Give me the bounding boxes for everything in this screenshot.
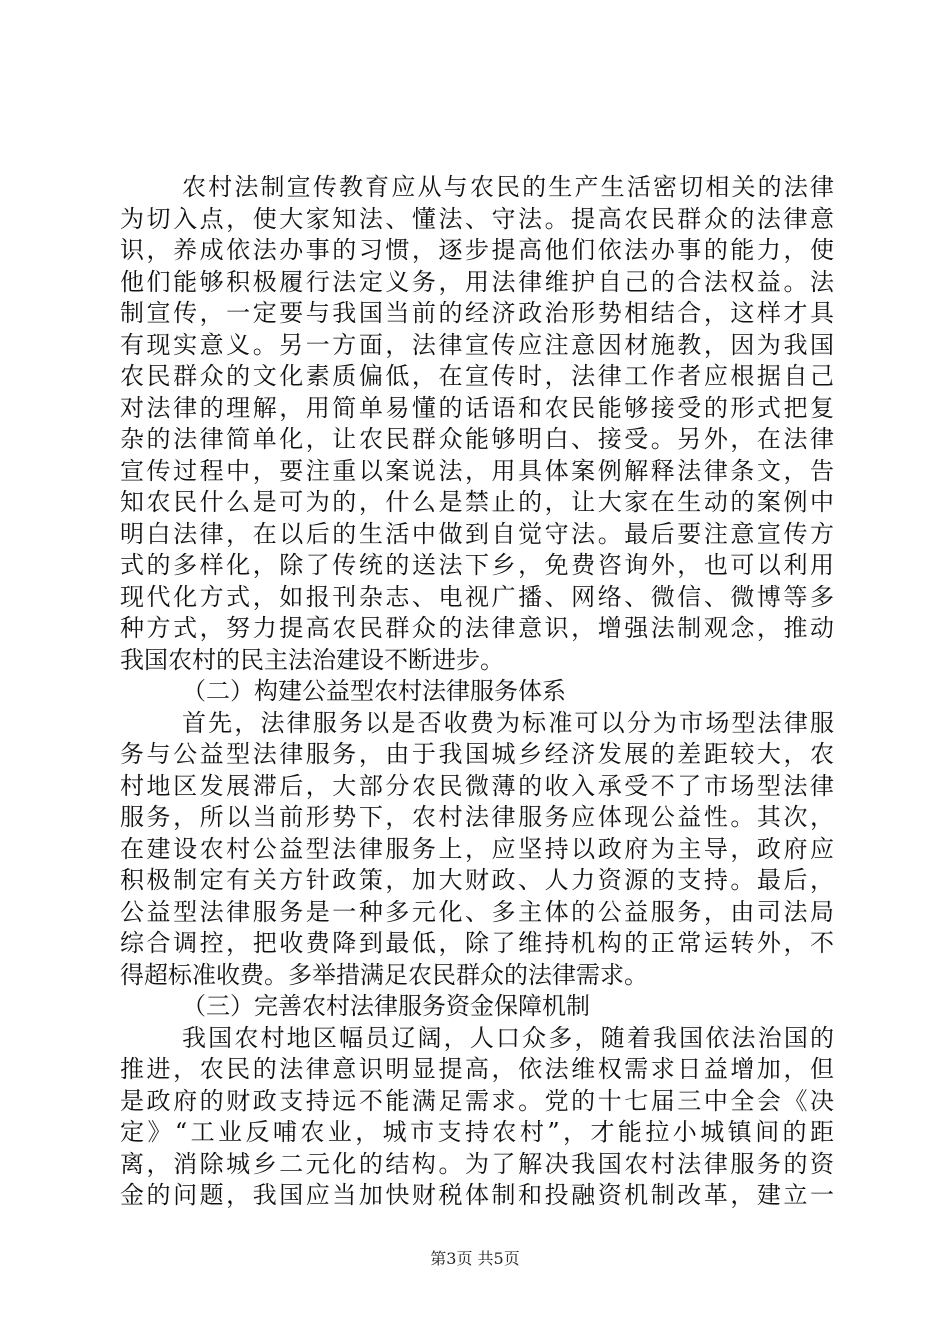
- text-line: 是政府的财政支持远不能满足需求。党的十七届三中全会《决: [120, 1086, 834, 1115]
- text-line: 明白法律，在以后的生活中做到自觉守法。最后要注意宣传方: [120, 519, 834, 548]
- text-line: 式的多样化，除了传统的送法下乡，免费咨询外，也可以利用: [120, 551, 834, 579]
- text-line: 金的问题，我国应当加快财税体制和投融资机制改革，建立一: [120, 1181, 834, 1209]
- text-line: 定》“工业反哺农业，城市支持农村”，才能拉小城镇间的距: [120, 1118, 834, 1146]
- text-line: 对法律的理解，用简单易懂的话语和农民能够接受的形式把复: [120, 393, 834, 422]
- text-line: 有现实意义。另一方面，法律宣传应注意因材施教，因为我国: [120, 330, 834, 359]
- text-line: 推进，农民的法律意识明显提高，依法维权需求日益增加，但: [120, 1055, 834, 1083]
- text-line: 在建设农村公益型法律服务上，应坚持以政府为主导，政府应: [120, 834, 834, 863]
- text-line: 得超标准收费。多举措满足农民群众的法律需求。: [120, 960, 648, 989]
- text-line: 他们能够积极履行法定义务，用法律维护自己的合法权益。法: [120, 267, 834, 296]
- text-line: （三）完善农村法律服务资金保障机制: [182, 992, 590, 1020]
- text-line: 积极制定有关方针政策，加大财政、人力资源的支持。最后，: [120, 866, 834, 894]
- document-body: [120, 172, 834, 1212]
- text-line: 现代化方式，如报刊杂志、电视广播、网络、微信、微博等多: [120, 582, 834, 611]
- text-line: 务与公益型法律服务，由于我国城乡经济发展的差距较大，农: [120, 740, 834, 768]
- text-line: 识，养成依法办事的习惯，逐步提高他们依法办事的能力，使: [120, 236, 834, 264]
- text-line: 制宣传，一定要与我国当前的经济政治形势相结合，这样才具: [120, 299, 834, 327]
- text-line: 宣传过程中，要注重以案说法，用具体案例解释法律条文，告: [120, 456, 834, 485]
- text-line: 我国农村的民主法治建设不断进步。: [120, 645, 504, 674]
- text-line: 农民群众的文化素质偏低，在宣传时，法律工作者应根据自己: [120, 362, 834, 390]
- text-line: （二）构建公益型农村法律服务体系: [182, 677, 566, 705]
- text-line: 杂的法律简单化，让农民群众能够明白、接受。另外，在法律: [120, 425, 834, 453]
- text-line: 知农民什么是可为的，什么是禁止的，让大家在生动的案例中: [120, 488, 834, 516]
- text-line: 公益型法律服务是一种多元化、多主体的公益服务，由司法局: [120, 897, 834, 926]
- text-line: 村地区发展滞后，大部分农民微薄的收入承受不了市场型法律: [120, 771, 834, 800]
- text-line: 为切入点，使大家知法、懂法、守法。提高农民群众的法律意: [120, 204, 834, 233]
- text-line: 我国农村地区幅员辽阔，人口众多，随着我国依法治国的: [182, 1023, 834, 1052]
- text-line: 首先，法律服务以是否收费为标准可以分为市场型法律服: [182, 708, 834, 737]
- text-line: 综合调控，把收费降到最低，除了维持机构的正常运转外，不: [120, 929, 834, 957]
- text-line: 离，消除城乡二元化的结构。为了解决我国农村法律服务的资: [120, 1149, 834, 1178]
- page-footer: 第3页 共5页: [430, 1249, 520, 1268]
- text-line: 农村法制宣传教育应从与农民的生产生活密切相关的法律: [182, 173, 834, 201]
- text-line: 种方式，努力提高农民群众的法律意识，增强法制观念，推动: [120, 614, 834, 642]
- text-line: 服务，所以当前形势下，农村法律服务应体现公益性。其次，: [120, 803, 834, 831]
